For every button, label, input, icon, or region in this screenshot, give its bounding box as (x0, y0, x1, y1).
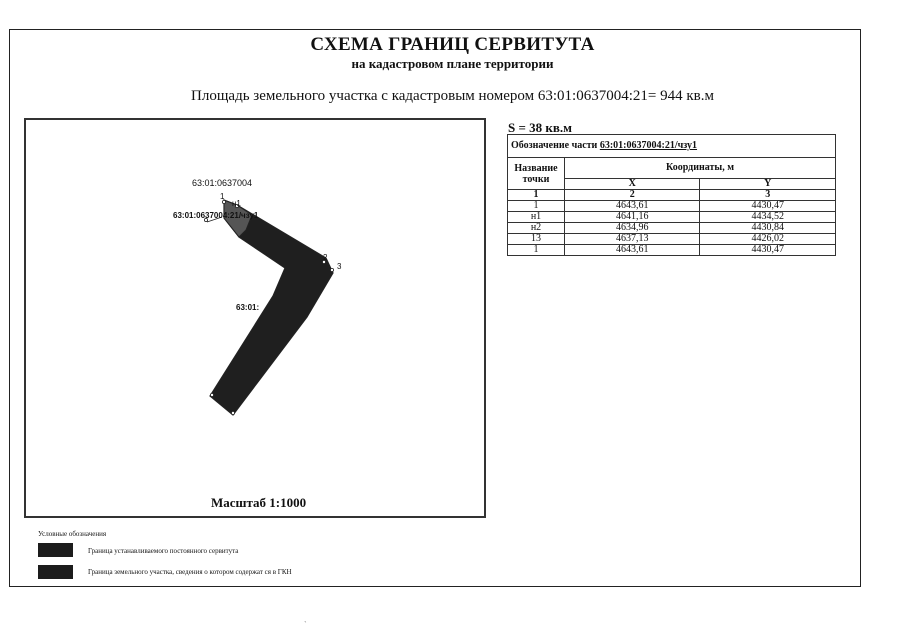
servitude-area: S = 38 кв.м (508, 120, 573, 135)
x-value: 4641,16 (565, 212, 700, 223)
document-subtitle: на кадастровом плане территории (351, 56, 554, 71)
point-name: 1 (508, 201, 565, 212)
parcel-area-line: Площадь земельного участка с кадастровым номером 63:01:0637004:21= 944 кв.м (191, 88, 714, 104)
table-row (508, 245, 836, 256)
index-cell: 3 (700, 190, 836, 201)
point-name: 1 (508, 245, 565, 256)
point-label-2: 2 (323, 253, 328, 262)
quarter-label: 63:01:0637004 (192, 178, 253, 188)
coordinates-table (507, 134, 836, 256)
parcel-shape (210, 200, 333, 415)
x-value: 4637,13 (565, 234, 700, 245)
point-name: н2 (508, 223, 565, 234)
y-value: 4430,47 (700, 245, 836, 256)
point-label-n1: н1 (232, 199, 241, 208)
legend-swatch-parcel (38, 565, 73, 579)
index-cell: 2 (565, 190, 700, 201)
table-row (508, 234, 836, 245)
scan-mark: ` (304, 620, 307, 629)
point-label-1: 1 (220, 192, 225, 201)
point-label-3: 3 (337, 262, 342, 271)
vertex-point (210, 393, 213, 396)
point-name-header: Название точки (508, 158, 565, 190)
index-cell: 1 (508, 190, 565, 201)
map-drawing (26, 120, 488, 520)
coords-header: Координаты, м (565, 158, 836, 179)
point-name: н1 (508, 212, 565, 223)
x-value: 4634,96 (565, 223, 700, 234)
x-value: 4643,61 (565, 201, 700, 212)
y-value: 4430,47 (700, 201, 836, 212)
y-value: 4430,84 (700, 223, 836, 234)
table-row (508, 201, 836, 212)
point-name: 13 (508, 234, 565, 245)
map-scale: Масштаб 1:1000 (211, 495, 307, 510)
table-row (508, 223, 836, 234)
x-value: 4643,61 (565, 245, 700, 256)
y-value: 4434,52 (700, 212, 836, 223)
vertex-point (330, 268, 333, 271)
legend-swatch-servitude (38, 543, 73, 557)
legend-title: Условные обозначения (38, 530, 107, 538)
document-title: СХЕМА ГРАНИЦ СЕРВИТУТА (310, 34, 595, 55)
part-prefix: Обозначение части (511, 140, 598, 151)
legend-text-servitude: Граница устанавливаемого постоянного сервитута (88, 547, 239, 555)
part-designation-cell (508, 135, 836, 158)
part-number: 63:01:0637004:21/чзу1 (599, 140, 698, 151)
legend-text-parcel: Граница земельного участка, сведения о котором содержат ся в ГКН (88, 568, 292, 576)
part-label: 63:01:0637004:21/чзу1 (173, 211, 259, 220)
cadastral-map (24, 118, 486, 518)
parcel-label: 63:01: (236, 303, 260, 312)
x-header: X (565, 179, 700, 190)
y-header: Y (700, 179, 836, 190)
vertex-point (231, 411, 234, 414)
y-value: 4426,02 (700, 234, 836, 245)
table-row (508, 212, 836, 223)
